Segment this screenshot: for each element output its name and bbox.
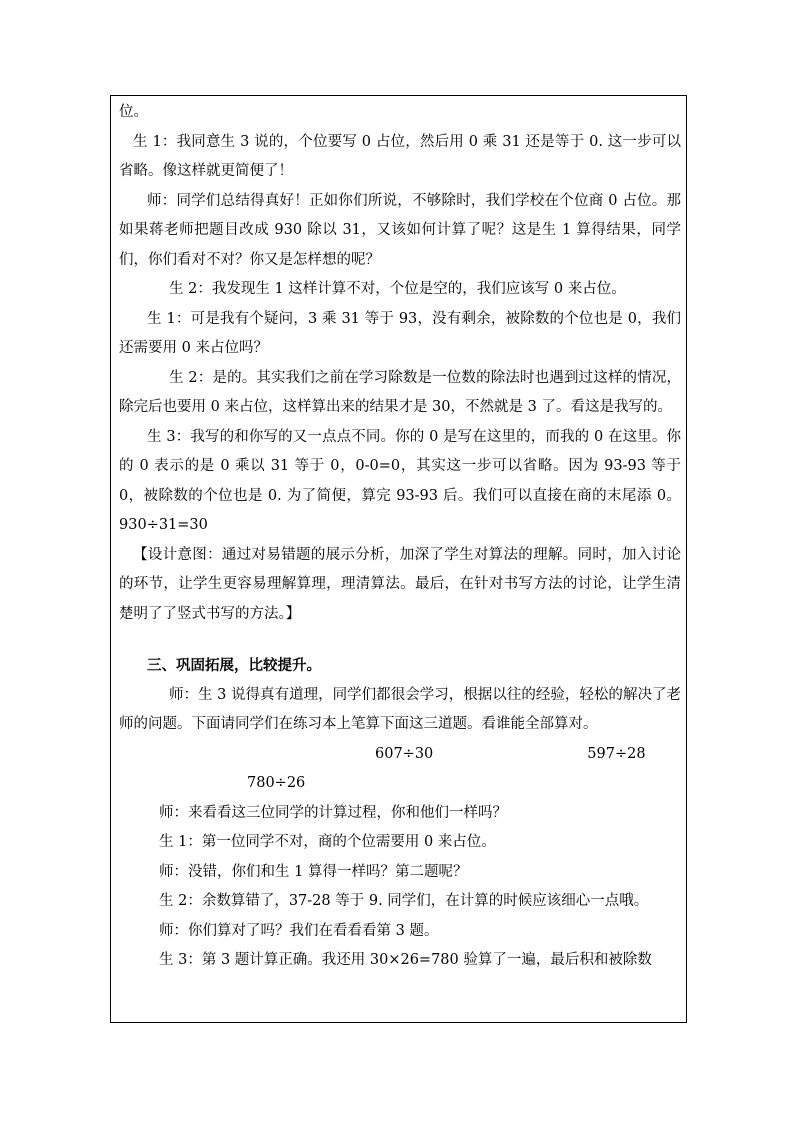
lesson-text <box>119 98 681 976</box>
lesson-table-cell <box>110 95 687 1023</box>
paragraph: 生 1：第一位同学不对，商的个位需要用 0 来占位。 <box>159 834 496 850</box>
paragraph: 生 1：我同意生 3 说的，个位要写 0 占位，然后用 0 乘 31 还是等于 0. 这一步可以省略。像这样就更简便了！ <box>119 133 681 179</box>
exercise-item: 607÷30 <box>375 745 434 762</box>
exercise-item: 597÷28 <box>587 745 646 762</box>
exercise-item: 780÷26 <box>247 775 306 791</box>
paragraph: 生 3：我写的和你写的又一点点不同。你的 0 是写在这里的，而我的 0 在这里。你的 0 表示的是 0 乘以 31 等于 0，0-0=0，其实这一步可以省略。因为 93-93 等于 0，被除数的个位也是 0. 为了简便，算完 93-93 后。我们可以直接在商的末尾添 0。930÷31=30 <box>119 428 681 533</box>
paragraph: 师：来看看这三位同学的计算过程，你和他们一样吗？ <box>159 804 507 821</box>
paragraph: 生 1：可是我有个疑问，3 乘 31 等于 93，没有剩余，被除数的个位也是 0，我们还需要用 0 来占位吗？ <box>119 310 681 356</box>
section-heading: 三、巩固拓展，比较提升。 <box>147 657 321 674</box>
paragraph: 师：没错，你们和生 1 算得一样吗？第二题呢？ <box>159 863 468 880</box>
paragraph: 生 2：我发现生 1 这样计算不对，个位是空的，我们应该写 0 来占位。 <box>169 281 626 297</box>
paragraph: 生 2：是的。其实我们之前在学习除数是一位数的除法时也遇到过这样的情况，除完后也要用 0 来占位，这样算出来的结果才是 30，不然就是 3 了。看这是我写的。 <box>119 369 681 415</box>
paragraph: 生 2：余数算错了，37-28 等于 9. 同学们，在计算的时候应该细心一点哦。 <box>159 893 649 909</box>
paragraph: 师：同学们总结得真好！正如你们所说，不够除时，我们学校在个位商 0 占位。那如果蒋老师把题目改成 930 除以 31，又该如何计算了呢？这是生 1 算得结果，同学们，你们看对不对？你又是怎样想的呢？ <box>119 192 681 268</box>
paragraph: 位。 <box>119 104 148 120</box>
paragraph: 师：生 3 说得真有道理，同学们都很会学习，根据以往的经验，轻松的解决了老师的问题。下面请同学们在练习本上笔算下面这三道题。看谁能全部算对。 <box>119 686 681 732</box>
design-intent-note: 【设计意图：通过对易错题的展示分析，加深了学生对算法的理解。同时，加入讨论的环节，让学生更容易理解算理，理清算法。最后，在针对书写方法的讨论，让学生清楚明了了竖式书写的方法。】 <box>119 546 681 622</box>
paragraph: 师：你们算对了吗？我们在看看看第 3 题。 <box>159 922 439 939</box>
exercise-list <box>119 740 681 799</box>
paragraph: 生 3：第 3 题计算正确。我还用 30×26=780 验算了一遍，最后积和被除数 <box>159 952 652 968</box>
